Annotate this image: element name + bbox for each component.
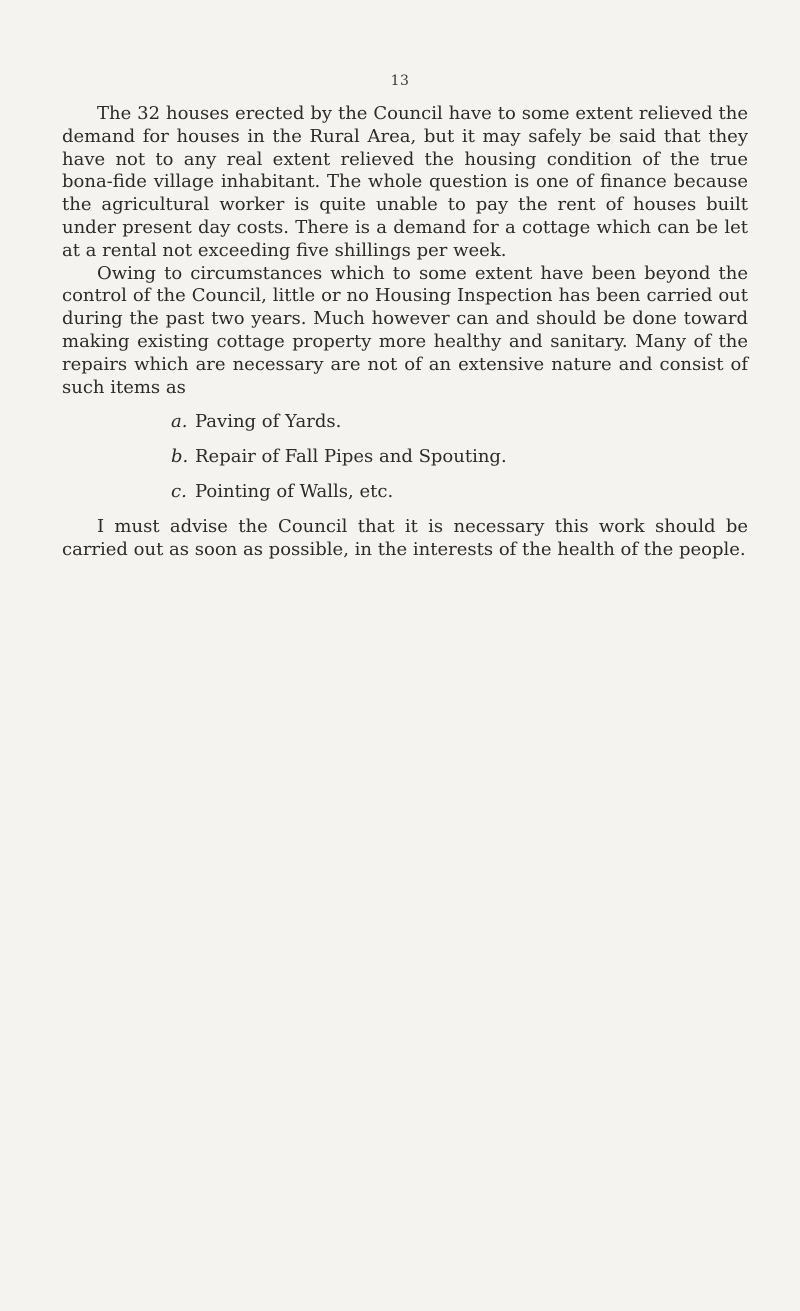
item-text: Paving of Yards. [195,411,342,433]
list-item [171,481,748,504]
item-text: Pointing of Walls, etc. [195,480,394,502]
paragraph-advice: I must advise the Council that it is necessary this work should be carried out as soon as possible, in the interests of the health of the people. [62,515,748,560]
list-item [171,446,748,469]
page-number: 13 [390,73,410,89]
item-letter: b. [171,446,189,468]
list-item [171,411,748,434]
item-letter: c. [171,480,187,502]
repair-items-list [62,411,748,503]
report-body [62,103,748,561]
item-letter: a. [171,411,188,433]
item-text: Repair of Fall Pipes and Spouting. [195,446,507,468]
paragraph-housing-demand: The 32 houses erected by the Council have to some extent relieved the demand for houses in the Rural Area, but it may safely be said that they have not to any real extent relieved the housing condition of the true bona-fide village inhabitant. The whole question is one of finance because the agricultural worker is quite unable to pay the rent of houses built under present day costs. There is a demand for a cottage which can be let at a rental not exceeding five shillings per week. [62,103,748,261]
paragraph-housing-inspection: Owing to circumstances which to some extent have been beyond the control of the Council, little or no Housing Inspection has been carried out during the past two years. Much however can and should be done toward making existing cottage property more healthy and sanitary. Many of the repairs which are necessary are not of an extensive nature and consist of such items as [62,262,748,398]
